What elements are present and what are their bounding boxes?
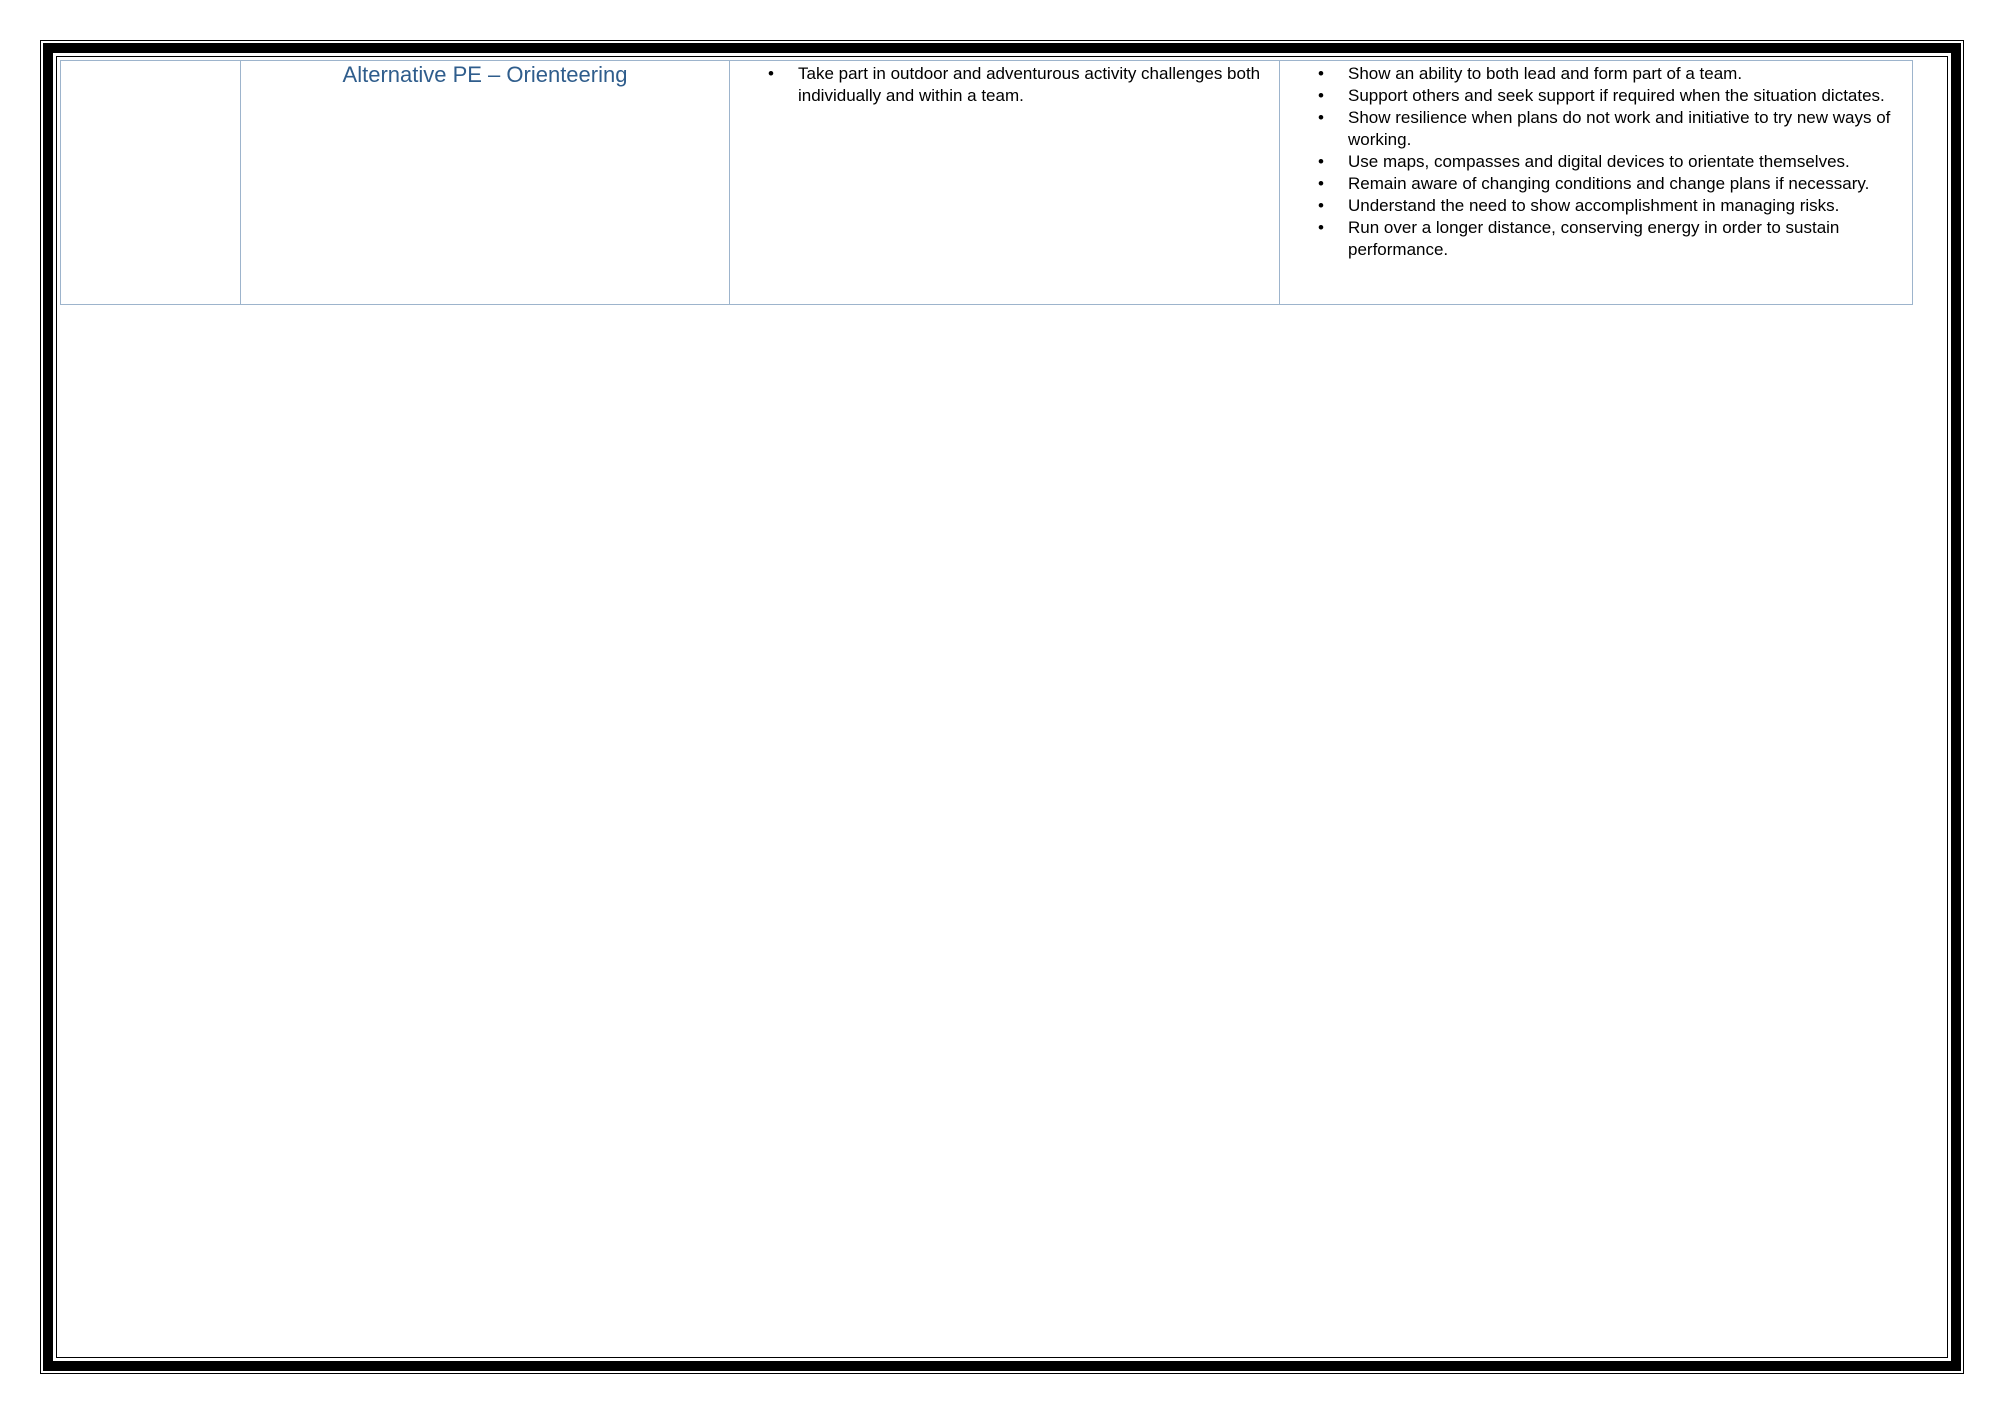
table-row xyxy=(61,61,1913,305)
curriculum-table xyxy=(60,60,1913,305)
list-item: • Understand the need to show accomplishment in managing risks. xyxy=(1280,195,1912,217)
list-item: • Show an ability to both lead and form part of a team. xyxy=(1280,63,1912,85)
list-item: • Use maps, compasses and digital devices to orientate themselves. xyxy=(1280,151,1912,173)
list-item: • Show resilience when plans do not work and initiative to try new ways of working. xyxy=(1280,107,1912,151)
list-item: • Take part in outdoor and adventurous activity challenges both individually and within a team. xyxy=(730,63,1279,107)
list-item: • Run over a longer distance, conserving energy in order to sustain performance. xyxy=(1280,217,1912,261)
objectives-list xyxy=(730,61,1279,107)
activity-title-cell xyxy=(241,61,730,305)
outcomes-cell xyxy=(1280,61,1913,305)
outcomes-list xyxy=(1280,61,1912,261)
list-item: • Support others and seek support if required when the situation dictates. xyxy=(1280,85,1912,107)
objectives-cell xyxy=(730,61,1280,305)
empty-cell xyxy=(61,61,241,305)
list-item: • Remain aware of changing conditions and change plans if necessary. xyxy=(1280,173,1912,195)
activity-title: Alternative PE – Orienteering xyxy=(342,62,628,87)
